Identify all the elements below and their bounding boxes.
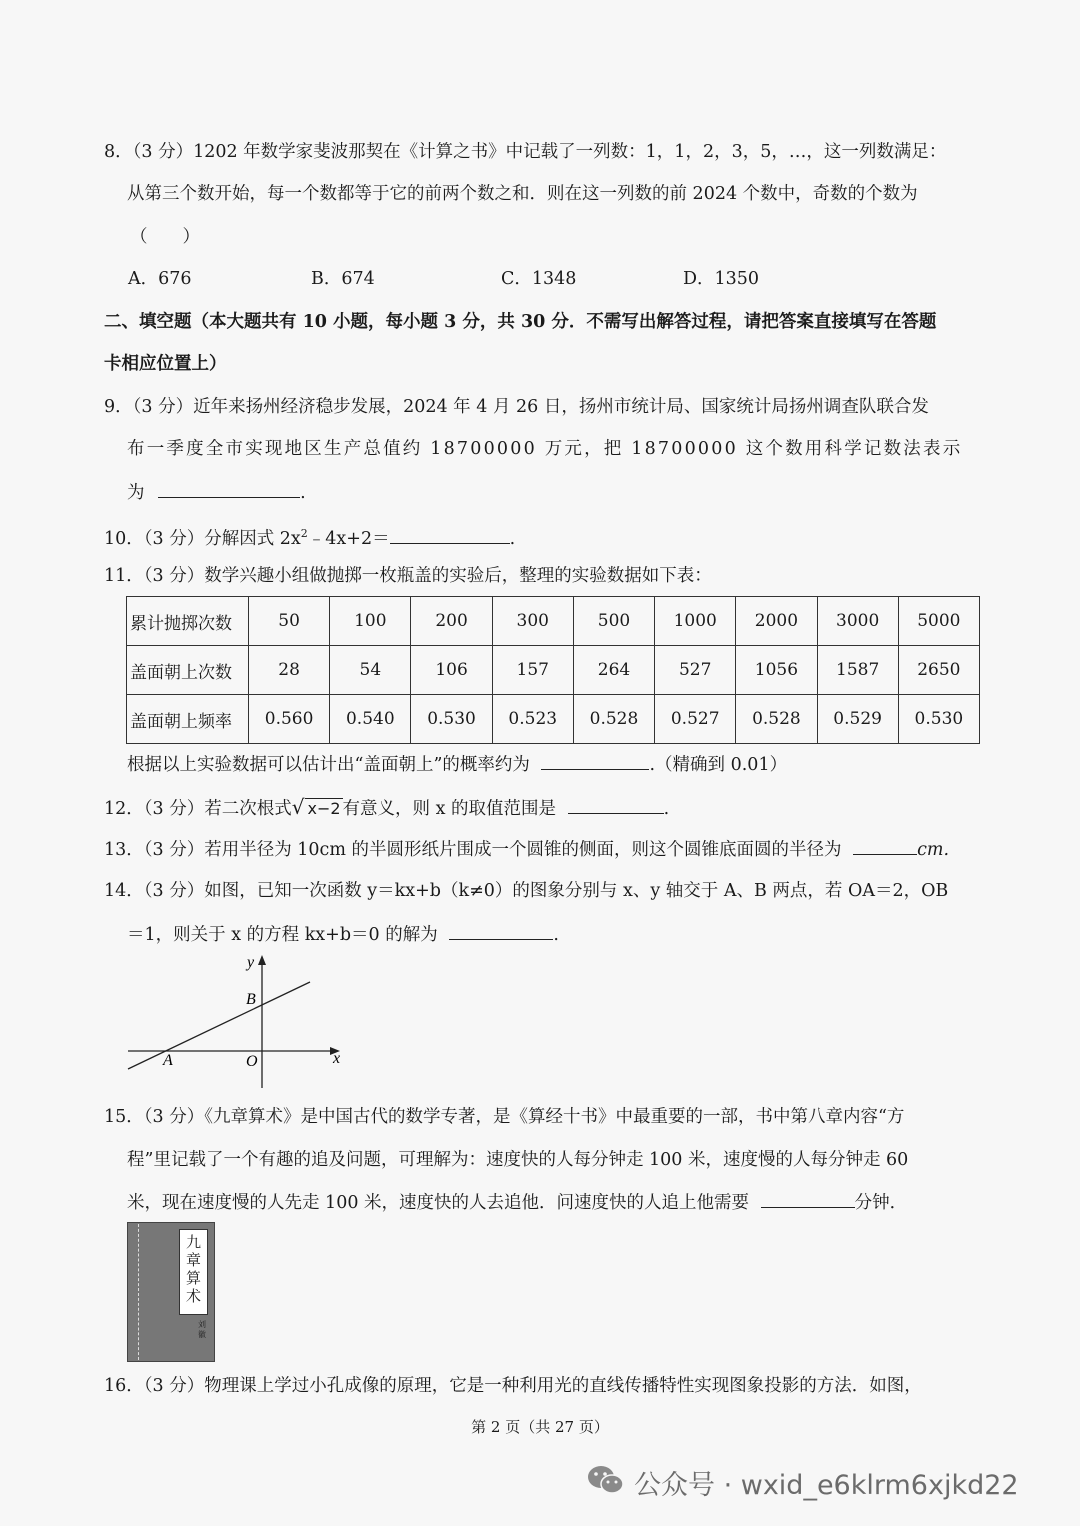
table-cell: 1587 — [817, 646, 898, 695]
q9-line3-prefix: 为 — [127, 483, 145, 503]
q9-line3-suffix: . — [300, 483, 306, 503]
table-cell: 2000 — [736, 597, 817, 646]
q10-exponent: 2 — [300, 527, 308, 540]
q8-line1: 8．（3 分）1202 年数学家斐波那契在《计算之书》中记载了一列数：1，1，2，3，5，…，这一列数满足： — [104, 142, 947, 162]
q11-after-suffix: .（精确到 0.01） — [649, 755, 788, 775]
x-axis-label: x — [333, 1050, 341, 1067]
table-cell: 200 — [411, 597, 492, 646]
q15-answer-blank[interactable] — [761, 1190, 855, 1208]
table-cell: 0.528 — [736, 695, 817, 744]
q8-bracket: （ ） — [130, 227, 200, 247]
q8-option-d: D．1350 — [683, 269, 760, 289]
q9-line1: 9．（3 分）近年来扬州经济稳步发展，2024 年 4 月 26 日，扬州市统计局、国家统计局扬州调查队联合发 — [104, 397, 929, 417]
q15-line2: 程”里记载了一个有趣的追及问题，可理解为：速度快的人每分钟走 100 米，速度慢的人每分钟走 60 — [127, 1150, 909, 1170]
book-author-char: 徽 — [198, 1330, 206, 1339]
q15-line1: 15．（3 分）《九章算术》是中国古代的数学专著，是《算经十书》中最重要的一部，书中第八章内容“方 — [104, 1107, 905, 1127]
q11-after-prefix: 根据以上实验数据可以估计出“盖面朝上”的概率约为 — [127, 755, 530, 775]
table-cell: 盖面朝上频率 — [127, 695, 249, 744]
q10-line — [104, 522, 515, 551]
table-cell: 0.540 — [330, 695, 411, 744]
q12-line — [104, 795, 669, 821]
q14-line1: 14．（3 分）如图，已知一次函数 y＝kx+b（k≠0）的图象分别与 x、y 轴交于 A、B 两点，若 OA＝2，OB — [104, 881, 949, 901]
q10-answer-blank[interactable] — [390, 526, 510, 544]
q14-line2 — [127, 922, 559, 947]
q14-answer-blank[interactable] — [449, 922, 553, 940]
q12-mid: 有意义，则 x 的取值范围是 — [342, 799, 557, 819]
q13-text: 13．（3 分）若用半径为 10cm 的半圆形纸片围成一个圆锥的侧面，则这个圆锥底面圆的半径为 — [104, 840, 842, 860]
table-cell: 300 — [492, 597, 573, 646]
q9-answer-blank[interactable] — [158, 480, 300, 498]
table-cell: 500 — [573, 597, 654, 646]
table-cell: 106 — [411, 646, 492, 695]
q11-after-line — [127, 752, 787, 777]
q15-line3-prefix: 米，现在速度慢的人先走 100 米，速度快的人去追他．问速度快的人追上他需要 — [127, 1193, 750, 1213]
table-cell: 累计抛掷次数 — [127, 597, 249, 646]
q15-line3 — [127, 1190, 907, 1215]
y-axis-arrow-icon — [258, 955, 266, 965]
book-title-char: 章 — [185, 1251, 201, 1269]
table-cell: 0.528 — [573, 695, 654, 744]
table-row — [127, 695, 980, 744]
q12-prefix: 12．（3 分）若二次根式 — [104, 799, 292, 819]
watermark-text: 公众号 · wxid_e6klrm6xjkd22 — [634, 1470, 1019, 1501]
table-cell: 盖面朝上次数 — [127, 646, 249, 695]
q9-line2: 布一季度全市实现地区生产总值约 18700000 万元，把 18700000 这个数用科学记数法表示 — [127, 439, 963, 459]
y-axis-label: y — [247, 954, 255, 971]
q11-line1: 11．（3 分）数学兴趣小组做抛掷一枚瓶盖的实验后，整理的实验数据如下表： — [104, 566, 712, 586]
table-cell: 264 — [573, 646, 654, 695]
q12-radicand: x−2 — [307, 799, 341, 818]
book-title-char: 术 — [185, 1287, 201, 1305]
table-row — [127, 597, 980, 646]
table-cell: 5000 — [898, 597, 979, 646]
table-cell: 0.529 — [817, 695, 898, 744]
origin-label: O — [246, 1053, 258, 1070]
table-cell: 0.530 — [898, 695, 979, 744]
page-footer: 第 2 页（共 27 页） — [471, 1418, 609, 1436]
table-cell: 1056 — [736, 646, 817, 695]
table-cell: 1000 — [655, 597, 736, 646]
book-title-char: 九 — [185, 1233, 201, 1251]
q16-line1: 16．（3 分）物理课上学过小孔成像的原理，它是一种利用光的直线传播特性实现图象投影的方法．如图， — [104, 1376, 922, 1396]
q14-linear-function-graph — [120, 950, 360, 1095]
q8-option-b: B．674 — [311, 269, 375, 289]
q9-line3 — [127, 480, 306, 505]
book-author-char: 刘 — [198, 1320, 206, 1329]
book-author-label — [196, 1320, 208, 1340]
section2-heading-line2: 卡相应位置上） — [104, 354, 227, 374]
point-b-label: B — [246, 991, 256, 1008]
q8-option-a: A．676 — [128, 269, 192, 289]
book-binding-line — [138, 1224, 139, 1360]
q14-line2-prefix: ＝1，则关于 x 的方程 kx+b＝0 的解为 — [127, 925, 438, 945]
table-cell: 2650 — [898, 646, 979, 695]
table-cell: 50 — [249, 597, 330, 646]
table-row — [127, 646, 980, 695]
q13-suffix: cm. — [917, 840, 950, 860]
q10-mid: ﹣4x+2＝ — [307, 528, 390, 549]
q8-line2: 从第三个数开始，每一个数都等于它的前两个数之和．则在这一列数的前 2024 个数中，奇数的个数为 — [127, 184, 918, 204]
q10-suffix: . — [509, 528, 516, 549]
q12-suffix: . — [663, 799, 670, 819]
section2-heading-line1: 二、填空题（本大题共有 10 小题，每小题 3 分，共 30 分．不需写出解答过程，请把答案直接填写在答题 — [104, 312, 937, 332]
table-cell: 527 — [655, 646, 736, 695]
function-line — [128, 982, 310, 1069]
table-cell: 3000 — [817, 597, 898, 646]
book-title-label — [179, 1229, 208, 1315]
wechat-icon — [586, 1464, 626, 1496]
q11-answer-blank[interactable] — [541, 752, 649, 770]
table-cell: 157 — [492, 646, 573, 695]
q13-line — [104, 837, 949, 862]
sqrt-symbol: √ — [291, 795, 305, 819]
table-cell: 28 — [249, 646, 330, 695]
table-cell: 0.523 — [492, 695, 573, 744]
q12-answer-blank[interactable] — [568, 796, 664, 814]
q13-answer-blank[interactable] — [853, 837, 917, 855]
table-cell: 0.527 — [655, 695, 736, 744]
point-a-label: A — [163, 1052, 173, 1069]
q11-data-table — [126, 596, 980, 744]
q8-option-c: C．1348 — [501, 269, 577, 289]
q10-prefix: 10．（3 分）分解因式 2x — [104, 528, 301, 549]
q14-line2-suffix: . — [553, 925, 559, 945]
q15-line3-suffix: 分钟． — [854, 1193, 908, 1213]
table-cell: 54 — [330, 646, 411, 695]
table-cell: 0.560 — [249, 695, 330, 744]
table-cell: 100 — [330, 597, 411, 646]
book-title-char: 算 — [185, 1269, 201, 1287]
table-cell: 0.530 — [411, 695, 492, 744]
